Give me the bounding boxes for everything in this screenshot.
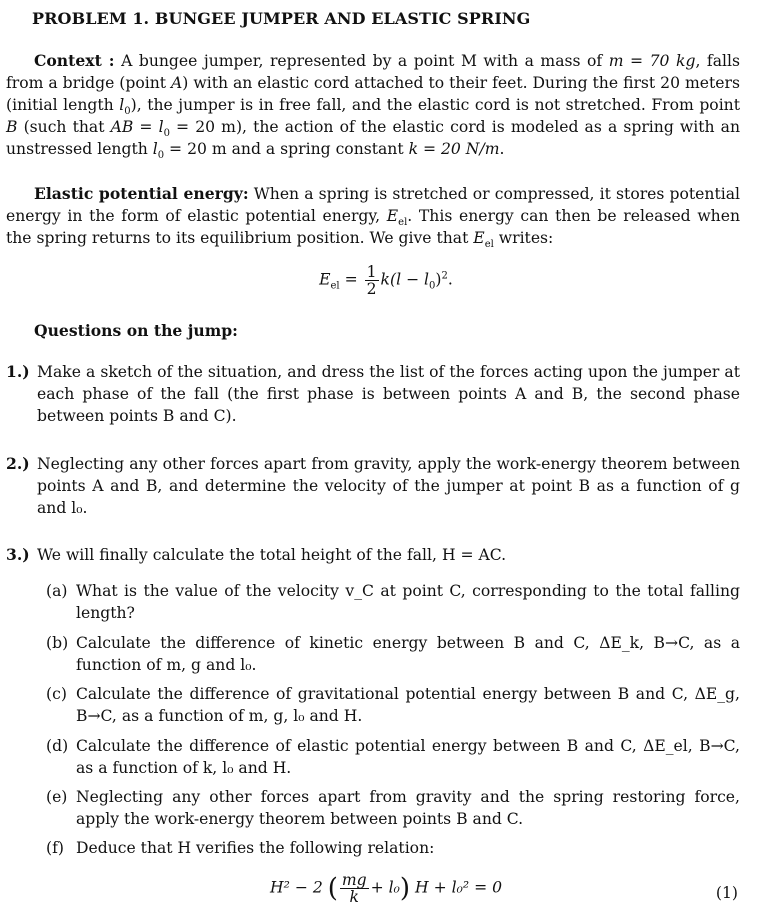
subquestion-text: Neglecting any other forces apart from gravity and the spring restoring force, apply the work-energy theorem between points B and C.	[76, 788, 740, 828]
l0-symbol: l	[152, 140, 158, 158]
subquestion-c	[46, 683, 740, 727]
question-3	[6, 544, 740, 566]
subquestion-text: Calculate the difference of elastic potential energy between B and C, ΔE_el, B→C, as a function of k, l₀ and H.	[76, 737, 740, 777]
question-text: Neglecting any other forces apart from gravity, apply the work-energy theorem between points A and B, and determine the velocity of the jumper at point B as a function of g and l₀.	[37, 455, 740, 517]
elastic-energy-formula	[0, 264, 772, 297]
question-1	[6, 361, 740, 427]
equation-right: H + l₀² = 0	[415, 878, 503, 897]
context-text: (such that	[17, 118, 111, 136]
equation-left: H² − 2	[269, 878, 323, 897]
subquestion-text: What is the value of the velocity v_C at point C, corresponding to the total falling length?	[76, 582, 740, 622]
subquestion-d	[46, 735, 740, 779]
question-text: Make a sketch of the situation, and dress the list of the forces acting upon the jumper at each phase of the fall (the first phase is between points A and B, the second phase between points B and C).	[37, 363, 740, 425]
formula-square: 2	[441, 270, 448, 282]
question-2	[6, 453, 740, 519]
l0-symbol: l	[119, 96, 125, 114]
ab-equation: AB = l	[110, 118, 164, 136]
frac-denominator: k	[349, 888, 359, 906]
problem-title: PROBLEM 1. BUNGEE JUMPER AND ELASTIC SPRING	[32, 9, 531, 28]
formula-equals: =	[339, 270, 363, 289]
equation-middle: + l₀	[370, 878, 400, 897]
spring-constant: k = 20 N/m	[408, 140, 500, 158]
subquestion-marker: (b)	[46, 634, 69, 652]
question-text: We will finally calculate the total height of the fall, H = AC.	[37, 546, 507, 564]
subquestion-text: Calculate the difference of gravitational potential energy between B and C, ΔE_g, B→C, as a function of m, g, l₀ and H.	[76, 685, 740, 725]
subquestion-marker: (f)	[46, 839, 64, 857]
context-paragraph: Context : A bungee jumper, represented by a point M with a mass of m = 70 kg, falls from a bridge (point A) with an elastic cord attached to their feet. During the first 20 meters (initial length $l_0$), the jumper is in free fall, and the elastic cord is not stretched. From point B (such that AB = $l_0 = 20$ m), the action of the elastic cord is modeled as a spring with an unstressed length $l_0 = 20$ m and a spring constant k = 20 N/m.	[6, 51, 740, 162]
elastic-text: writes:	[493, 229, 554, 247]
formula-dot: .	[447, 270, 453, 289]
eel-sub: el	[398, 217, 408, 229]
context-text: A bungee jumper, represented by a point M with a mass of	[121, 52, 609, 70]
context-text: .	[499, 140, 505, 158]
point-b: B	[6, 118, 18, 136]
subquestion-text: Deduce that H verifies the following relation:	[76, 839, 435, 857]
elastic-label: Elastic potential energy:	[34, 184, 249, 203]
length-value: = 20 m	[164, 140, 227, 158]
fraction-mg-k	[340, 872, 369, 905]
subquestion-marker: (d)	[46, 737, 69, 755]
subquestion-f	[46, 837, 740, 859]
subquestion-e	[46, 786, 740, 830]
elastic-text: . This energy can then be released when the spring returns to its equilibrium position. We give that	[6, 207, 740, 247]
subquestion-marker: (c)	[46, 685, 67, 703]
context-label: Context :	[34, 51, 115, 70]
formula-rhs-close: )	[435, 270, 442, 289]
questions-heading: Questions on the jump:	[34, 321, 238, 340]
context-text: ), the jumper is in free fall, and the elastic cord is not stretched. From point	[130, 96, 740, 114]
context-text: ), the action of the elastic cord is modeled as a spring with an unstressed length	[6, 118, 740, 158]
subquestion-text: Calculate the difference of kinetic energy between B and C, ΔE_k, B→C, as a function of m, g and l₀.	[76, 634, 740, 674]
point-a: A	[171, 74, 183, 92]
left-paren: (	[327, 873, 338, 904]
ab-value: = 20 m	[169, 118, 236, 136]
subquestion-b	[46, 632, 740, 676]
frac-numerator: 1	[366, 263, 377, 281]
subquestion-marker: (e)	[46, 788, 68, 806]
right-paren: )	[399, 873, 411, 904]
context-text: ) with an elastic cord attached to their feet. During the first 20 meters (initial length	[6, 74, 740, 114]
formula-rhs-sub: 0	[429, 280, 436, 292]
question-number: 3.)	[6, 545, 30, 564]
frac-numerator: mg	[341, 871, 367, 889]
frac-denominator: 2	[366, 280, 377, 298]
question-number: 2.)	[6, 454, 30, 473]
subquestion-a	[46, 580, 740, 624]
formula-lhs-sub: el	[330, 280, 340, 292]
context-text: and a spring constant	[226, 140, 409, 158]
elastic-text: When a spring is stretched or compressed, it stores potential energy in the form of elastic potential energy,	[6, 185, 740, 225]
question-number: 1.)	[6, 362, 30, 381]
eel-symbol: E	[386, 207, 399, 225]
equation-number: (1)	[715, 884, 738, 902]
height-equation	[0, 872, 772, 905]
context-text: , falls from a bridge (point	[6, 52, 740, 92]
mass-value: m = 70 kg	[608, 52, 696, 70]
fraction-half	[365, 264, 379, 297]
subquestion-marker: (a)	[46, 582, 68, 600]
formula-lhs: E	[319, 270, 331, 289]
formula-rhs: k(l − l	[380, 270, 430, 289]
elastic-paragraph: Elastic potential energy: When a spring is stretched or compressed, it stores potential energy in the form of elastic potential energy, $E_{el}$. This energy can then be released when the spring returns to its equilibrium position. We give that $E_{el}$ writes:	[6, 184, 740, 251]
